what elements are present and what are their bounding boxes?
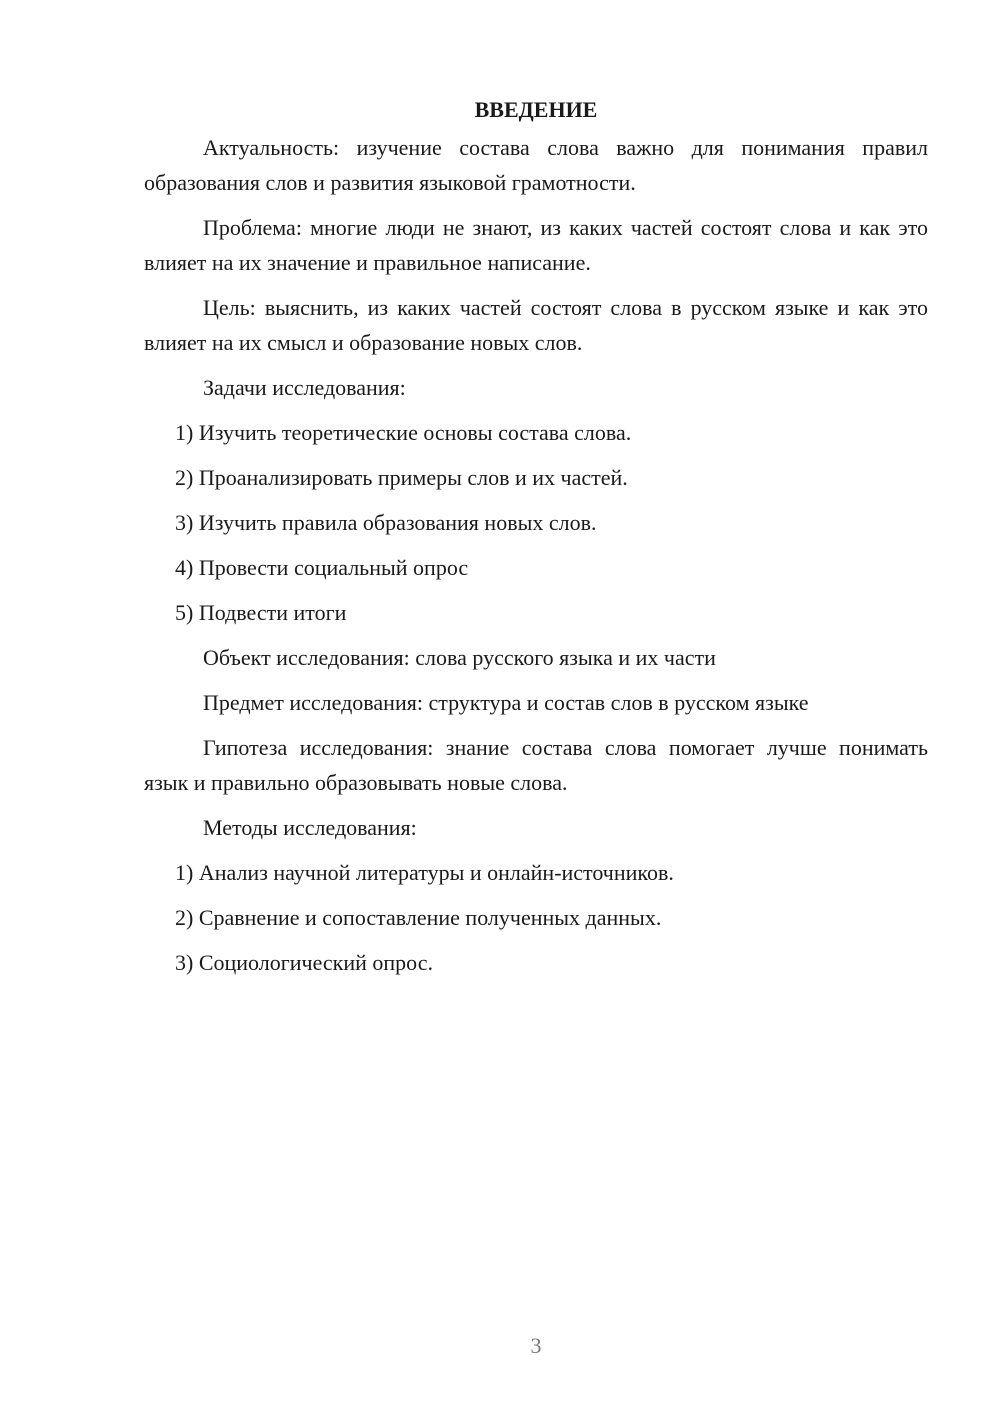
task-item-5: 5) Подвести итоги bbox=[175, 600, 347, 625]
goal-paragraph: Цель: выяснить, из каких частей состоят слова в русском языке и как это влияет на их смысл и образование новых слов. bbox=[144, 295, 928, 355]
page-content bbox=[144, 92, 928, 990]
object-paragraph: Объект исследования: слова русского языка и их части bbox=[203, 645, 716, 670]
methods-heading: Методы исследования: bbox=[203, 815, 417, 840]
task-item-1: 1) Изучить теоретические основы состава слова. bbox=[175, 420, 632, 445]
problem-paragraph: Проблема: многие люди не знают, из каких частей состоят слова и как это влияет на их значение и правильное написание. bbox=[144, 215, 928, 275]
page-title: ВВЕДЕНИЕ bbox=[474, 97, 598, 122]
hypothesis-paragraph: Гипотеза исследования: знание состава слова помогает лучше понимать язык и правильно образовывать новые слова. bbox=[144, 735, 928, 795]
task-item-4: 4) Провести социальный опрос bbox=[175, 555, 469, 580]
method-item-2: 2) Сравнение и сопоставление полученных данных. bbox=[175, 905, 662, 930]
tasks-heading: Задачи исследования: bbox=[203, 375, 406, 400]
subject-paragraph: Предмет исследования: структура и состав слов в русском языке bbox=[203, 690, 809, 715]
method-item-1: 1) Анализ научной литературы и онлайн-источников. bbox=[175, 860, 674, 885]
method-item-3: 3) Социологический опрос. bbox=[175, 950, 433, 975]
task-item-2: 2) Проанализировать примеры слов и их частей. bbox=[175, 465, 628, 490]
relevance-paragraph: Актуальность: изучение состава слова важно для понимания правил образования слов и развития языковой грамотности. bbox=[144, 135, 928, 195]
task-item-3: 3) Изучить правила образования новых слов. bbox=[175, 510, 597, 535]
page-number: 3 bbox=[530, 1333, 542, 1358]
